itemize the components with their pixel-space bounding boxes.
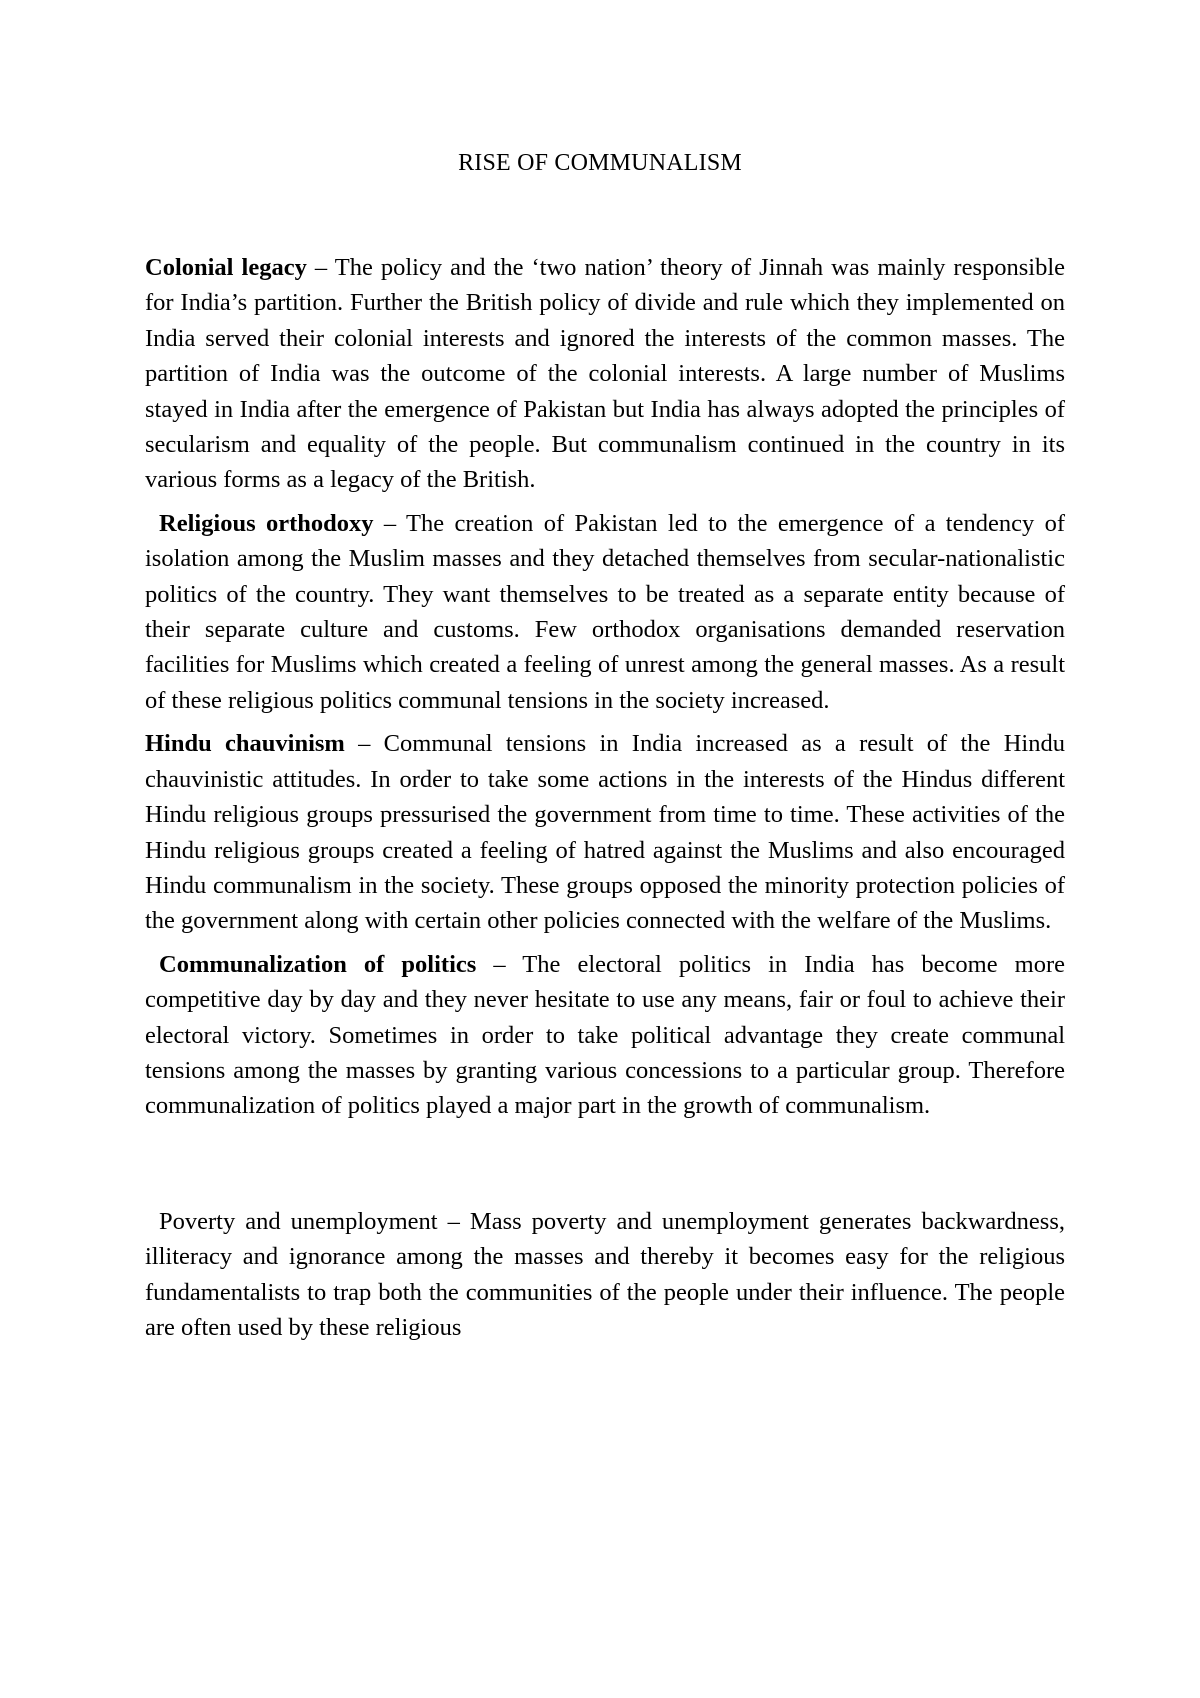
paragraph-text: – The policy and the ‘two nation’ theory of Jinnah was mainly responsible for India’s partition. Further the British policy of divide and rule which they implemented on India served their colonial interests and ignored the interests of the common masses. The partition of India was the outcome of the colonial interests. A large number of Muslims stayed in India after the emergence of Pakistan but India has always adopted the principles of secularism and equality of the people. But communalism continued in the country in its various forms as a legacy of the British. [145, 254, 1065, 494]
paragraph-term: Hindu chauvinism [145, 730, 345, 758]
paragraph-term: Religious orthodoxy [159, 509, 374, 537]
paragraph-term: Colonial legacy [145, 254, 307, 281]
paragraph-text: Poverty and unemployment – Mass poverty and unemployment generates backwardness, illiteracy and ignorance among the masses and thereby it becomes easy for the religious fundamentalists to trap both the communities of the people under their influence. The people are often used by these religious [145, 1207, 1065, 1341]
paragraph-text: – Communal tensions in India increased as a result of the Hindu chauvinistic attitudes. In order to take some actions in the interests of the Hindus different Hindu religious groups pressurised the government from time to time. These activities of the Hindu religious groups created a feeling of hatred against the Muslims and also encouraged Hindu communalism in the society. These groups opposed the minority protection policies of the government along with certain other policies connected with the welfare of the Muslims. [145, 730, 1065, 935]
document-body [145, 250, 1065, 1345]
paragraph-hindu-chauvinism [145, 726, 1065, 938]
paragraph-text: – The electoral politics in India has become more competitive day by day and they never hesitate to use any means, fair or foul to achieve their electoral victory. Sometimes in order to take political advantage they create communal tensions among the masses by granting various concessions to a particular group. Therefore communalization of politics played a major part in the growth of communalism. [145, 950, 1065, 1120]
paragraph-communalization-of-politics [145, 947, 1065, 1124]
paragraph-colonial-legacy [145, 250, 1065, 498]
paragraph-term: Communalization of politics [159, 950, 477, 978]
paragraph-poverty-and-unemployment [145, 1204, 1065, 1346]
paragraph-text: – The creation of Pakistan led to the emergence of a tendency of isolation among the Muslim masses and they detached themselves from secular-nationalistic politics of the country. They want themselves to be treated as a separate entity because of their separate culture and customs. Few orthodox organisations demanded reservation facilities for Muslims which created a feeling of unrest among the general masses. As a result of these religious politics communal tensions in the society increased. [145, 509, 1065, 714]
page-title: RISE OF COMMUNALISM [458, 150, 742, 176]
paragraph-religious-orthodoxy [145, 506, 1065, 718]
